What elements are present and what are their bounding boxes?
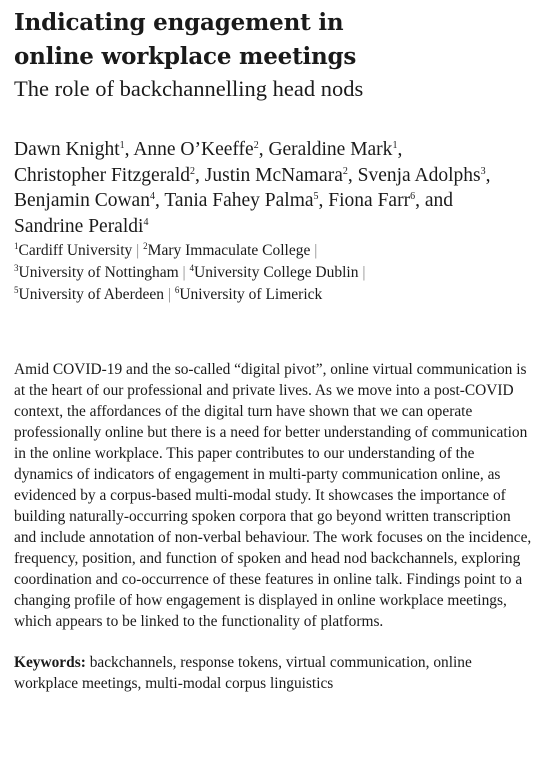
affiliation-number: 3 (14, 263, 19, 273)
author-name: Benjamin Cowan (14, 190, 150, 211)
affiliation-number: 4 (189, 263, 195, 273)
title-line-1: Indicating engagement in (14, 9, 344, 36)
author-list: Dawn Knight$^1$, Anne O’Keeffe$^2$, Geraldine Mark$^1$, Christopher Fitzgerald$^2$, Justin McNamara$^2$, Svenja Adolphs$^3$, Benjamin Cowan$^4$, Tania Fahey Palma$^5$, Fiona Farr$^6$, and Sandrine Peraldi$^4$ (14, 139, 491, 237)
affiliation-number: 5 (14, 285, 19, 295)
affiliation-separator: | (136, 242, 140, 259)
affiliation-name: Cardiff University (18, 242, 133, 259)
author-affiliation-mark: 1 (392, 140, 398, 151)
affiliation-separator: | (182, 264, 186, 281)
author-name: Justin McNamara (204, 164, 343, 186)
author-affiliation-mark: 2 (190, 165, 196, 177)
author-affiliation-mark: 2 (253, 140, 259, 151)
paper-title (14, 6, 536, 74)
author-name: Christopher Fitzgerald (14, 164, 191, 186)
author-name: Sandrine Peraldi (14, 215, 144, 237)
author-affiliation-mark: 2 (342, 165, 348, 177)
title-line-2: online workplace meetings (14, 43, 357, 70)
author-affiliation-mark: 4 (149, 191, 155, 202)
author-affiliation-mark: 5 (313, 191, 319, 202)
affiliation-number: 6 (174, 285, 180, 295)
affiliation-name: University of Aberdeen (18, 286, 164, 303)
author-affiliation-mark: 4 (143, 216, 149, 228)
affiliation-name: University of Nottingham (18, 264, 179, 281)
keywords-list: backchannels, response tokens, virtual communication, online workplace meetings, multi-modal corpus linguistics (14, 654, 472, 692)
author-affiliation-mark: 6 (410, 191, 416, 202)
author-affiliation-mark: 1 (119, 140, 125, 151)
abstract-text: Amid COVID-19 and the so-called “digital pivot”, online virtual communication is at the heart of our professional and private lives. As we move into a post-COVID context, the affordances of the digital turn have shown that we can operate professionally online but there is a need for better understanding of communication in the online workplace. This paper contributes to our understanding of the dynamics of indicators of engagement in multi-party communication online, as evidenced by a corpus-based multi-modal study. It showcases the importance of building naturally-occurring spoken corpora that go beyond written transcription and include annotation of non-verbal behaviour. The work focuses on the incidence, frequency, position, and function of spoken and head nod backchannels, exploring coordination and co-occurrence of these features in online talk. Findings point to a changing profile of how engagement is displayed in online workplace meetings, which appears to be linked to the functionality of platforms. (14, 361, 532, 630)
affiliation-separator: | (314, 242, 318, 259)
author-name: Tania Fahey Palma (164, 190, 314, 211)
affiliation-name: University of Limerick (179, 286, 323, 303)
author-conjunction: and (424, 190, 453, 211)
paper-subtitle: The role of backchannelling head nods (14, 76, 364, 101)
affiliation-name: University College Dublin (194, 264, 359, 281)
author-name: Geraldine Mark (268, 139, 393, 160)
keywords-section (14, 652, 536, 694)
affiliation-number: 1 (14, 241, 19, 251)
author-name: Fiona Farr (328, 190, 411, 211)
affiliation-name: Mary Immaculate College (147, 242, 311, 259)
affiliation-number: 2 (143, 241, 148, 251)
author-affiliation-mark: 3 (480, 165, 486, 177)
author-name: Anne O’Keeffe (133, 139, 254, 160)
affiliation-list (14, 240, 536, 306)
keywords-label: Keywords: (14, 654, 86, 671)
author-name: Svenja Adolphs (357, 164, 481, 186)
author-name: Dawn Knight (14, 139, 120, 160)
affiliation-separator: | (362, 264, 366, 281)
affiliation-separator: | (167, 286, 171, 303)
paper-page (14, 6, 536, 694)
